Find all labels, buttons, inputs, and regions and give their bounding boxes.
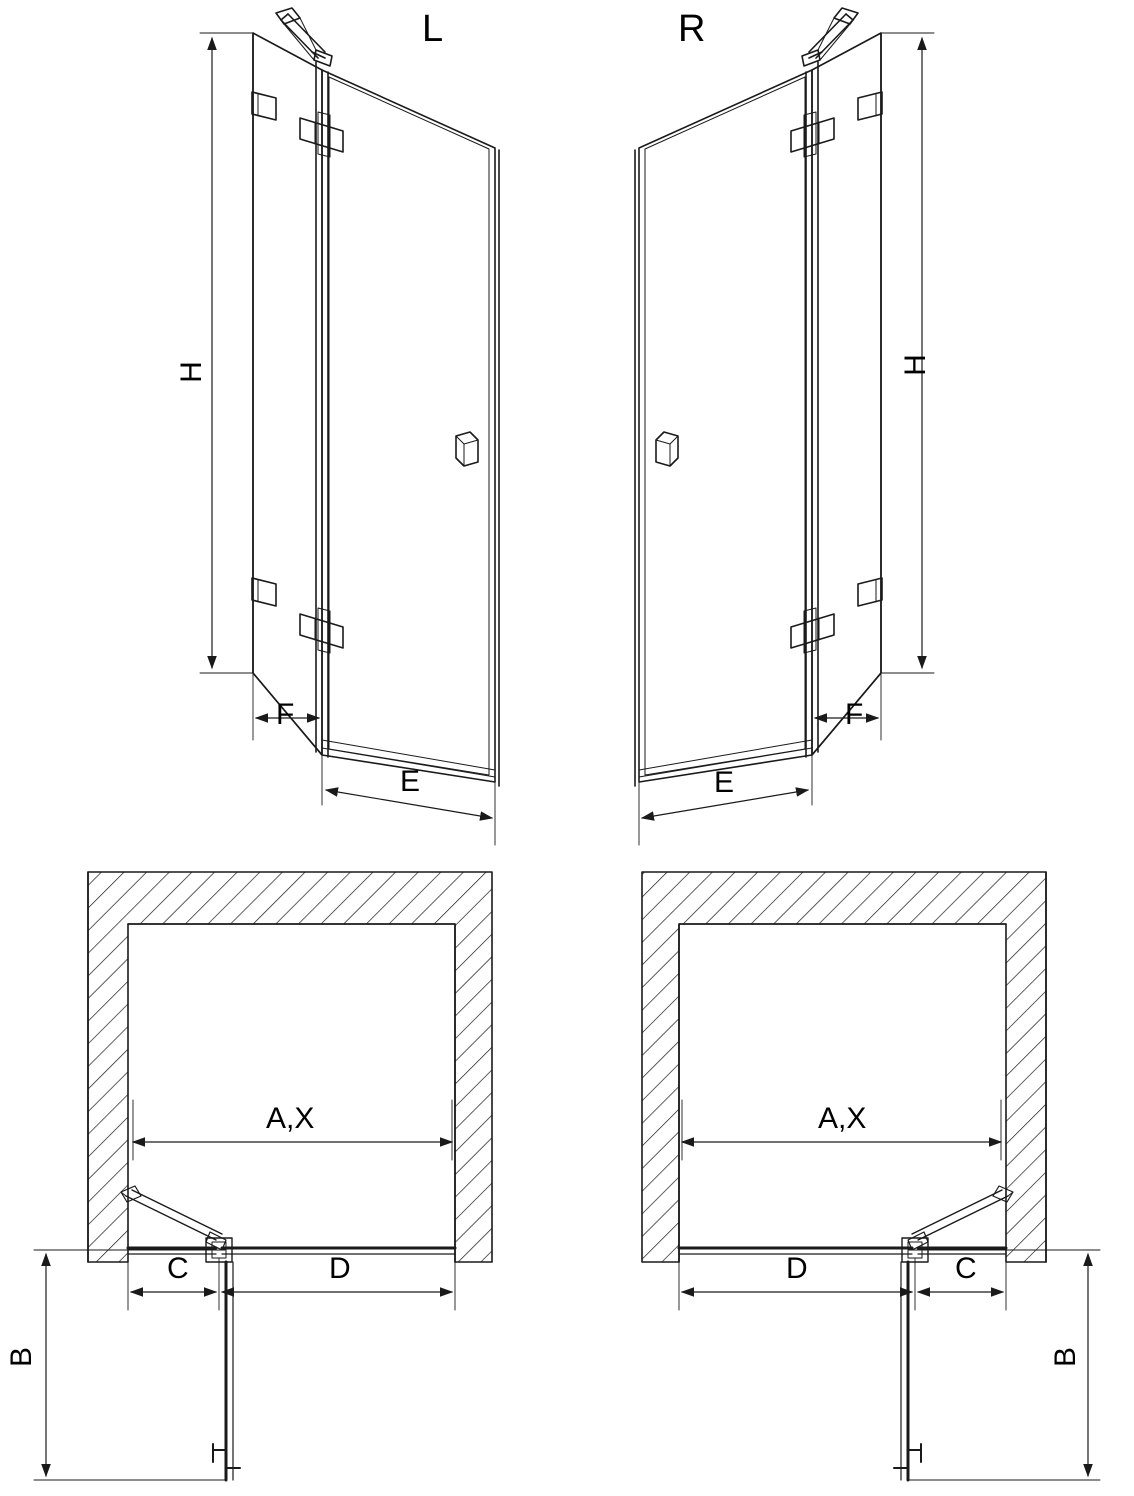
plan-left-geometry <box>34 872 492 1480</box>
label-plan-c-right: C <box>955 1252 977 1285</box>
plan-right-geometry <box>642 872 1100 1480</box>
label-plan-b-left: B <box>5 1347 38 1368</box>
label-handing-right: R <box>678 8 706 50</box>
label-plan-c-left: C <box>167 1252 189 1285</box>
label-height-right: H <box>899 354 932 376</box>
label-door-width-left: E <box>400 765 421 798</box>
label-height-left: H <box>175 361 208 383</box>
iso-right-geometry <box>635 8 934 845</box>
label-door-width-right: E <box>714 766 735 799</box>
label-overall-right: A,X <box>818 1102 867 1135</box>
iso-left-geometry <box>200 8 499 845</box>
label-handing-left: L <box>422 8 444 50</box>
label-plan-b-right: B <box>1049 1347 1082 1368</box>
label-plan-d-left: D <box>329 1252 351 1285</box>
label-plan-d-right: D <box>786 1252 808 1285</box>
label-fixed-panel-right: F <box>845 698 864 731</box>
label-overall-left: A,X <box>266 1102 315 1135</box>
label-fixed-panel-left: F <box>276 698 295 731</box>
